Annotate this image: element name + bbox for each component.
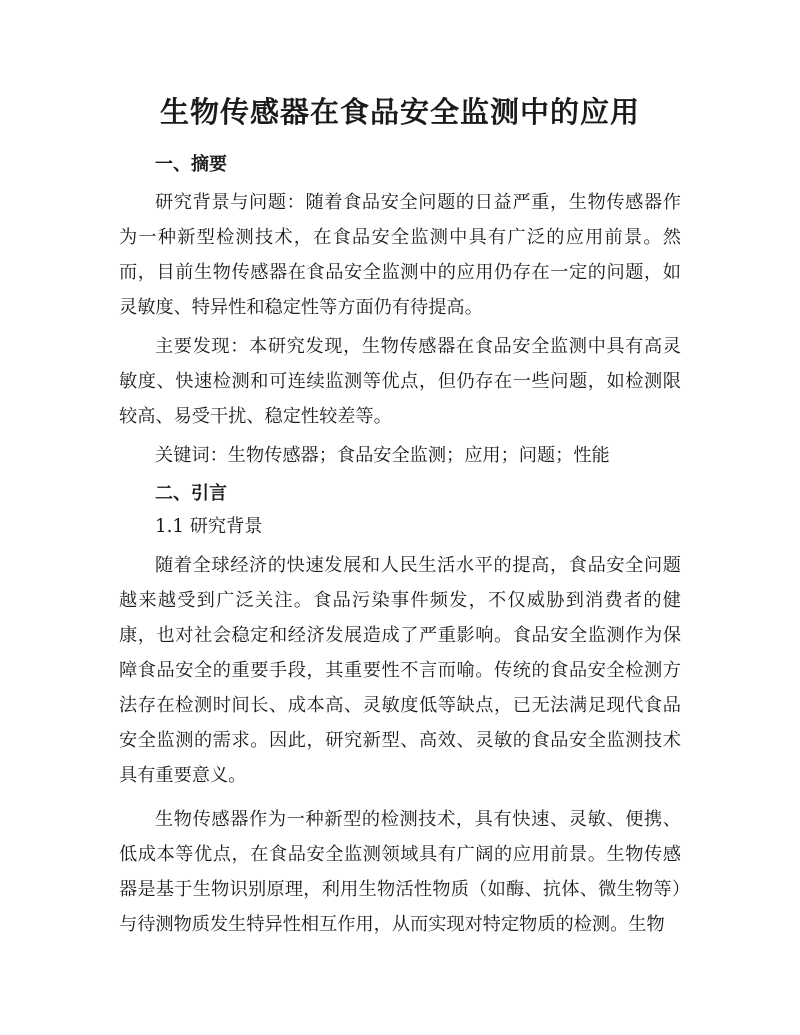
document-title: 生物传感器在食品安全监测中的应用 [159,95,640,129]
section-heading-introduction: 二、引言 [155,483,227,504]
abstract-findings-paragraph: 主要发现：本研究发现，生物传感器在食品安全监测中具有高灵敏度、快速检测和可连续监测等优点，但仍存在一些问题，如检测限较高、易受干扰、稳定性较差等。 [119,336,681,427]
document-body [119,148,681,942]
abstract-keywords: 关键词：生物传感器；食品安全监测；应用；问题；性能 [155,445,610,466]
section-heading-abstract: 一、摘要 [155,154,227,175]
introduction-paragraph-2: 生物传感器作为一种新型的检测技术，具有快速、灵敏、便携、低成本等优点，在食品安全监测领域具有广阔的应用前景。生物传感器是基于生物识别原理，利用生物活性物质（如酶、抗体、微生物等）与待测物质发生特异性相互作用，从而实现对特定物质的检测。生物 [119,809,681,935]
subsection-heading-background: 1.1 研究背景 [155,516,263,537]
abstract-background-paragraph: 研究背景与问题：随着食品安全问题的日益严重，生物传感器作为一种新型检测技术，在食品安全监测中具有广泛的应用前景。然而，目前生物传感器在食品安全监测中的应用仍存在一定的问题，如灵敏度、特异性和稳定性等方面仍有待提高。 [119,192,681,318]
introduction-paragraph-1: 随着全球经济的快速发展和人民生活水平的提高，食品安全问题越来越受到广泛关注。食品污染事件频发，不仅威胁到消费者的健康，也对社会稳定和经济发展造成了严重影响。食品安全监测作为保障食品安全的重要手段，其重要性不言而喻。传统的食品安全检测方法存在检测时间长、成本高、灵敏度低等缺点，已无法满足现代食品安全监测的需求。因此，研究新型、高效、灵敏的食品安全监测技术具有重要意义。 [119,555,681,786]
